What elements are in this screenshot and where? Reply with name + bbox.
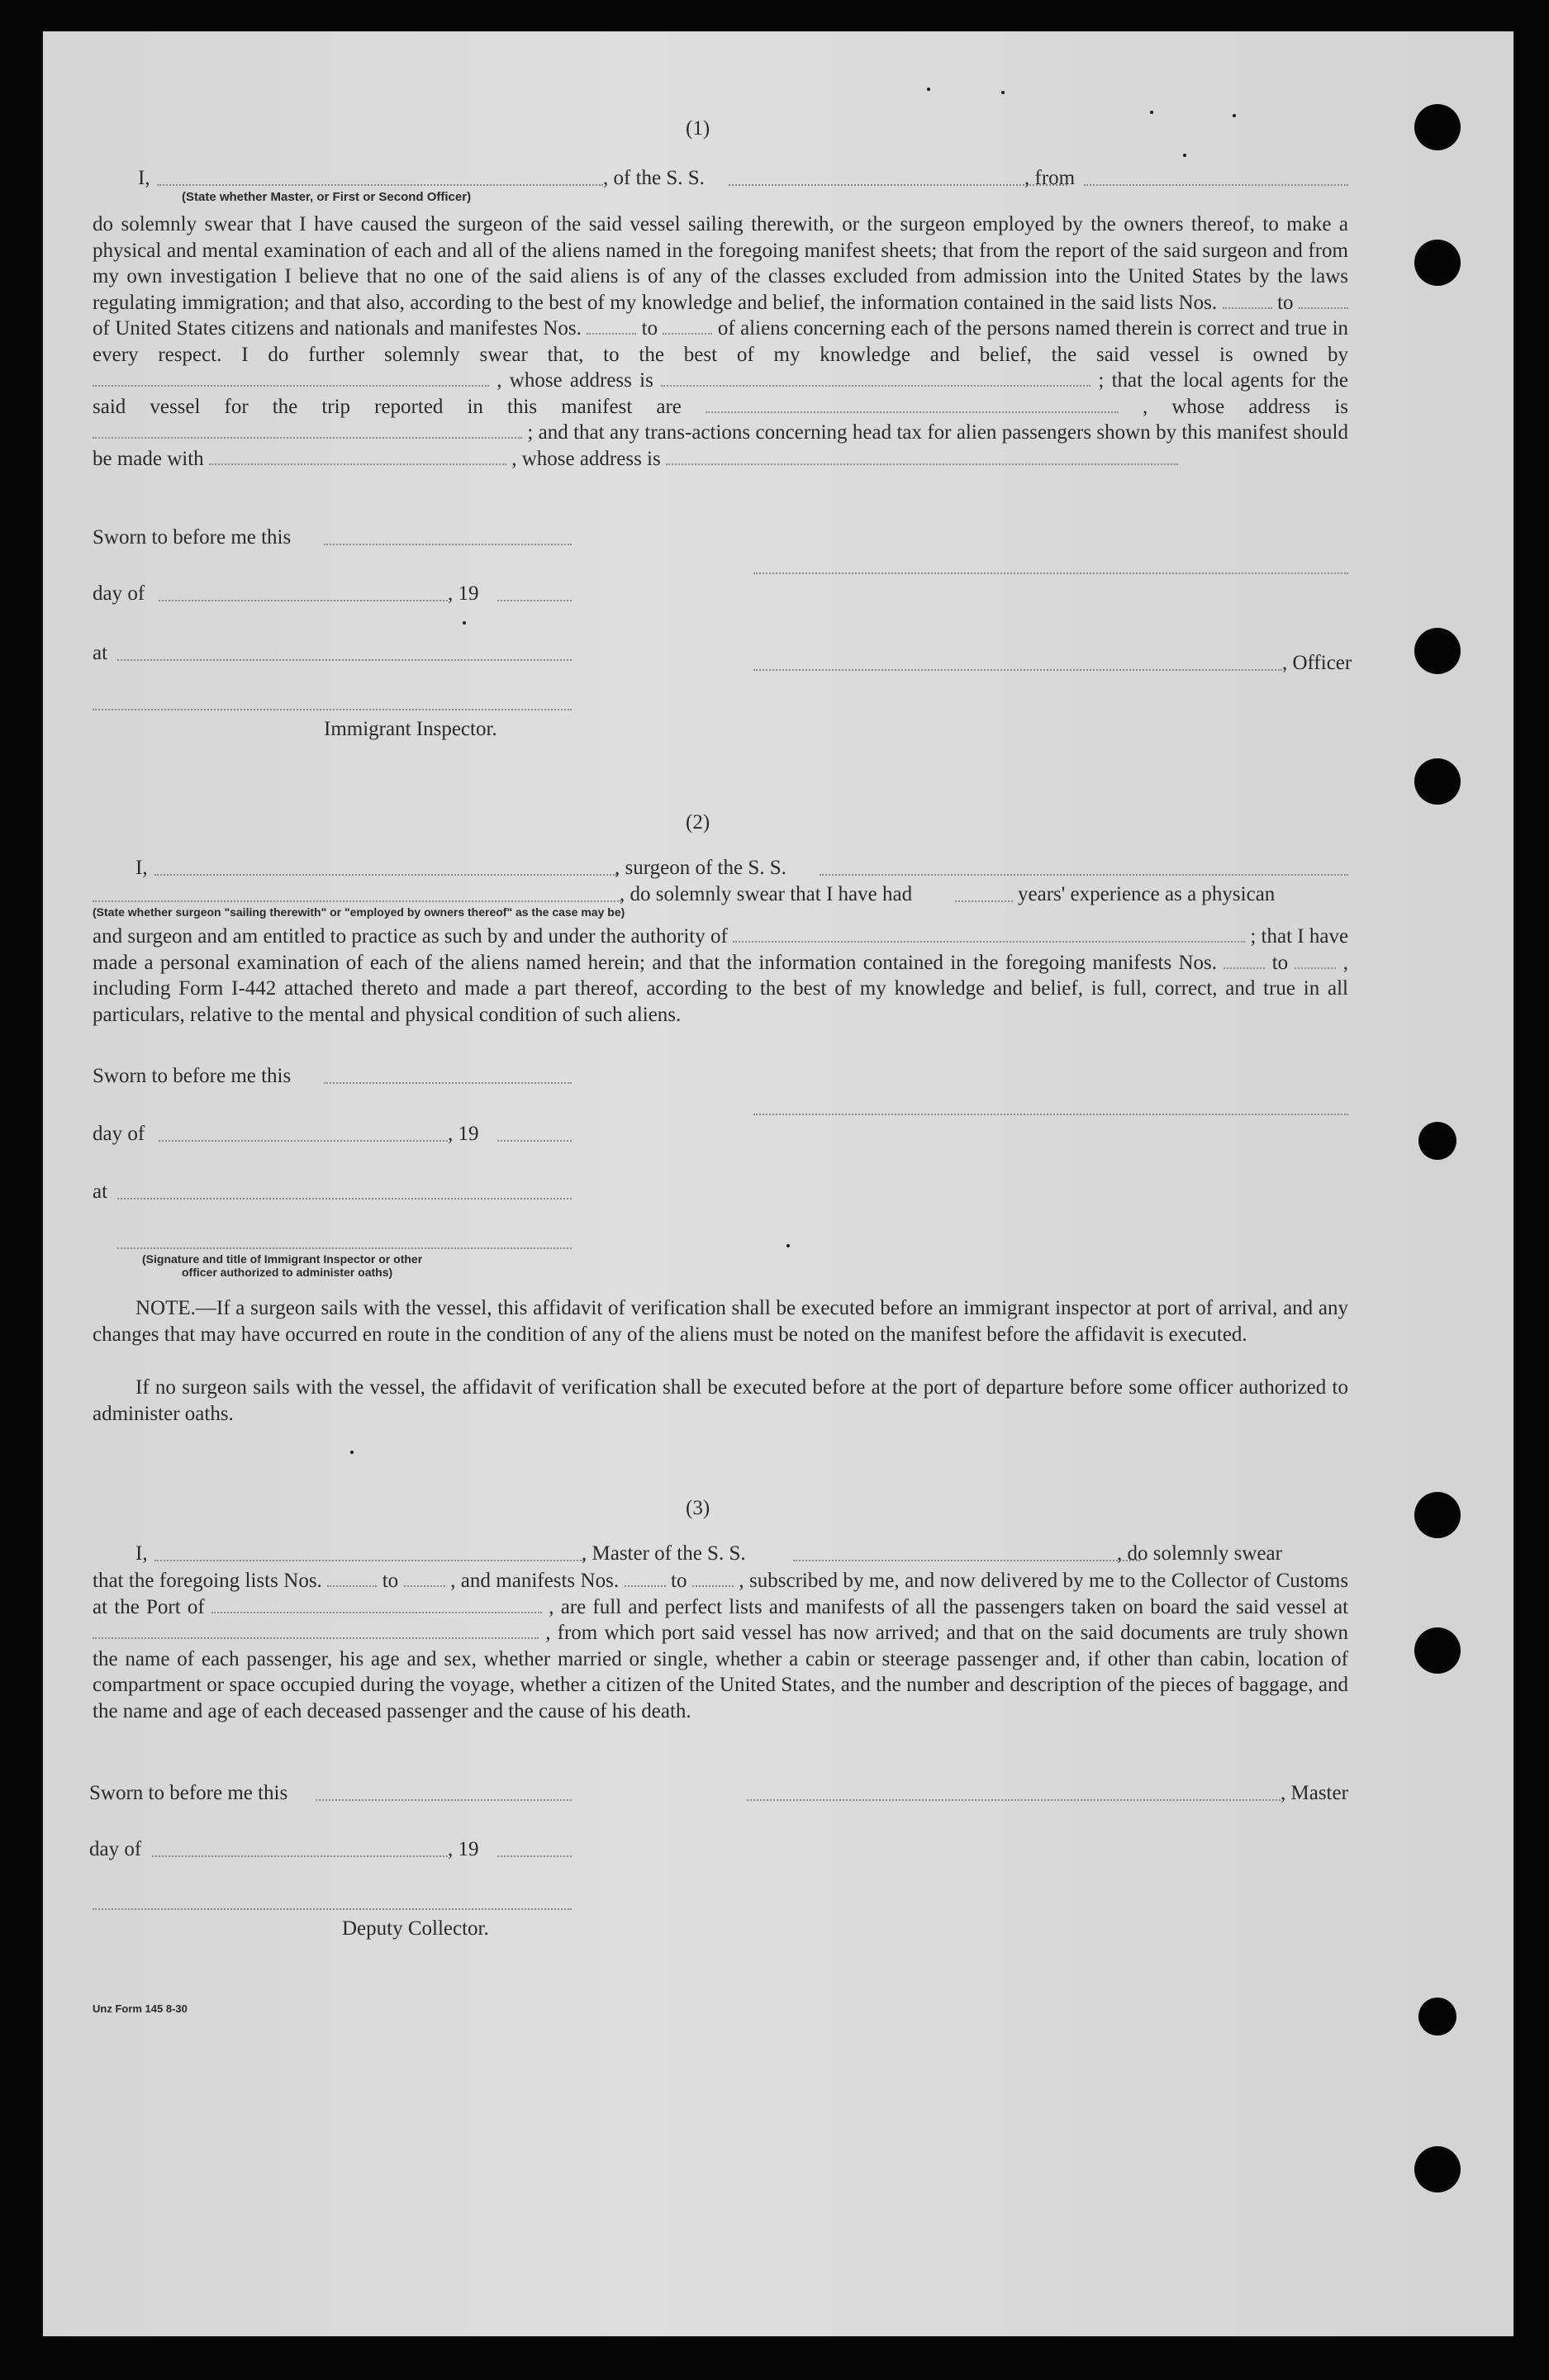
s3-day-blank bbox=[152, 1855, 448, 1857]
s1-day-label: day of bbox=[93, 582, 145, 605]
s3-day-label: day of bbox=[89, 1838, 142, 1860]
scan-speck bbox=[1001, 91, 1005, 94]
s1-of-ss-label: , of the S. S. bbox=[603, 167, 705, 189]
s2-authority-blank bbox=[733, 926, 1245, 943]
s2-inspector-blank bbox=[117, 1247, 572, 1249]
s3-body-to2: to bbox=[671, 1570, 687, 1592]
s1-inspector-label: Immigrant Inspector. bbox=[324, 718, 497, 740]
punch-hole bbox=[1414, 2146, 1461, 2192]
scan-speck bbox=[463, 621, 466, 625]
s1-i-label: I, bbox=[138, 167, 150, 189]
s2-years-blank bbox=[955, 900, 1013, 902]
s2-body-2: ; that I have made a personal examination of each of the aliens named herein; and that the information contained in the foregoing manifests Nos. bbox=[93, 925, 1349, 974]
punch-hole bbox=[1414, 758, 1461, 805]
s2-sig-note-2: officer authorized to administer oaths) bbox=[182, 1266, 393, 1279]
s1-body-1: do solemnly swear that I have caused the surgeon of the said vessel sailing therewith, or the surgeon employed by the owners thereof, to make a physical and mental examination of each and all of the aliens named in the foregoing manifest sheets; that from the report of the said surgeon and from my own investigation I believe that no one of the said aliens is of any of the classes excluded from admission into the United States by the laws regulating immigration; and that also, according to the best of my knowledge and belief, the information contained in the said lists Nos. bbox=[93, 213, 1348, 314]
s2-vessel-blank bbox=[820, 874, 1348, 876]
s3-list-from-blank bbox=[327, 1570, 377, 1587]
s1-body-2: of United States citizens and nationals and manifestes Nos. bbox=[93, 317, 582, 340]
note-paragraph-1 bbox=[93, 1295, 1348, 1347]
scan-speck bbox=[1183, 154, 1186, 157]
s1-body-8: , whose address is bbox=[511, 447, 661, 470]
s1-from-label: , from bbox=[1024, 167, 1076, 189]
s1-body-to: to bbox=[1277, 291, 1294, 314]
s2-manifest-from-blank bbox=[1224, 952, 1265, 969]
s3-deputy-label: Deputy Collector. bbox=[342, 1917, 489, 1940]
punch-hole bbox=[1418, 1998, 1456, 2036]
s3-master-sig-label: , Master bbox=[1281, 1782, 1348, 1804]
scan-speck bbox=[786, 1244, 790, 1247]
s1-body-3: of aliens concerning each of the persons named therein is correct and true in every respect. I do further solemnly swear that, to the best of my knowledge and belief, the said vessel is owned by bbox=[93, 317, 1349, 366]
s3-swear-label: , do solemnly swear bbox=[1117, 1542, 1282, 1565]
punch-hole bbox=[1414, 104, 1461, 150]
form-number: Unz Form 145 8-30 bbox=[93, 2002, 188, 2015]
s3-master-sig-blank bbox=[747, 1799, 1281, 1801]
s2-at-label: at bbox=[93, 1180, 108, 1203]
s2-year-blank bbox=[497, 1140, 572, 1142]
s3-i-label: I, bbox=[135, 1542, 148, 1565]
s1-at-label: at bbox=[93, 642, 108, 664]
s2-day-blank bbox=[159, 1140, 448, 1142]
s3-body-to: to bbox=[382, 1570, 399, 1592]
s3-boarded-blank bbox=[93, 1622, 539, 1639]
section-2-number: (2) bbox=[686, 811, 710, 834]
s1-list-to-blank bbox=[1299, 292, 1348, 309]
s2-name-blank bbox=[154, 874, 617, 876]
s1-owner-address-blank bbox=[661, 370, 1090, 387]
s3-master-label: , Master of the S. S. bbox=[582, 1542, 746, 1565]
s2-surgeon-note: (State whether surgeon "sailing therewith" or "employed by owners thereof" as the case may be) bbox=[93, 905, 625, 919]
scan-speck bbox=[350, 1451, 354, 1454]
s2-at-blank bbox=[117, 1198, 572, 1200]
s3-manifest-from-blank bbox=[625, 1570, 666, 1587]
s1-manifest-from-blank bbox=[587, 318, 636, 335]
s2-sworn-blank bbox=[324, 1082, 572, 1084]
s2-manifest-to-blank bbox=[1295, 952, 1336, 969]
s2-type-blank bbox=[93, 900, 621, 902]
s1-day-blank bbox=[159, 600, 448, 601]
punch-hole bbox=[1414, 628, 1461, 674]
section-3-number: (3) bbox=[686, 1497, 710, 1519]
s1-body-6: , whose address is bbox=[1143, 395, 1349, 418]
s1-officer-sig-blank bbox=[753, 669, 1282, 671]
s1-year-blank bbox=[497, 600, 572, 601]
form-page bbox=[43, 31, 1513, 2336]
s1-sworn-label: Sworn to before me this bbox=[93, 526, 292, 549]
s2-body bbox=[93, 924, 1348, 1028]
s3-sworn-label: Sworn to before me this bbox=[89, 1782, 288, 1804]
s2-body-to: to bbox=[1271, 951, 1289, 974]
s2-swear-label: , do solemnly swear that I have had bbox=[620, 883, 913, 905]
s1-agents-blank bbox=[706, 397, 1119, 413]
s1-year-label: , 19 bbox=[448, 582, 479, 605]
s2-surgeon-label: , surgeon of the S. S. bbox=[615, 857, 786, 879]
s2-year-label: , 19 bbox=[448, 1123, 479, 1145]
note-text-2: If no surgeon sails with the vessel, the affidavit of verification shall be executed before at the port of departure before some officer authorized to administer oaths. bbox=[93, 1376, 1348, 1425]
s1-at-blank bbox=[117, 659, 572, 661]
note-paragraph-2 bbox=[93, 1375, 1348, 1427]
s3-body bbox=[93, 1568, 1348, 1724]
s1-sworn-blank bbox=[324, 544, 572, 545]
s1-body-4: , whose address is bbox=[497, 369, 653, 392]
s3-body-4: , are full and perfect lists and manifests of all the passengers taken on board the said vessel at bbox=[549, 1595, 1349, 1618]
s2-years-label: years' experience as a physican bbox=[1018, 883, 1276, 905]
scan-speck bbox=[1233, 114, 1236, 117]
s1-inspector-blank bbox=[93, 709, 572, 710]
s3-sworn-blank bbox=[316, 1799, 572, 1801]
s3-manifest-to-blank bbox=[692, 1570, 734, 1587]
s2-body-1: and surgeon and am entitled to practice as such by and under the authority of bbox=[93, 925, 728, 948]
s3-year-blank bbox=[497, 1855, 572, 1857]
s1-owner-blank bbox=[93, 370, 489, 387]
s2-body-3: , including Form I-442 attached thereto and made a part thereof, according to the best of my knowledge and belief, is full, correct, and true in all particulars, relative to the mental and physical condition of such aliens. bbox=[93, 951, 1349, 1026]
s2-signature-blank bbox=[753, 1114, 1348, 1115]
note-text-1: NOTE.—If a surgeon sails with the vessel, this affidavit of verification shall be executed before an immigrant inspector at port of arrival, and any changes that may have occurred en route in the condition of any of the aliens must be noted on the manifest before the affidavit is executed. bbox=[93, 1297, 1348, 1346]
s1-manifest-to-blank bbox=[663, 318, 712, 335]
s3-body-3: , subscribed by me, and now delivered by me to the Collector of Customs at the Port of bbox=[93, 1570, 1349, 1618]
s3-port-blank bbox=[211, 1597, 542, 1613]
s2-sig-note-1: (Signature and title of Immigrant Inspector or other bbox=[142, 1252, 423, 1266]
section-1-number: (1) bbox=[686, 117, 710, 140]
s1-signature-blank bbox=[753, 572, 1348, 574]
s3-year-label: , 19 bbox=[448, 1838, 479, 1860]
punch-hole bbox=[1414, 1492, 1461, 1538]
s2-i-label: I, bbox=[135, 857, 148, 879]
s1-headtax-blank bbox=[209, 449, 506, 465]
s3-vessel-blank bbox=[793, 1560, 1140, 1561]
s2-sworn-label: Sworn to before me this bbox=[93, 1065, 292, 1087]
s1-agents-address-blank bbox=[93, 422, 522, 439]
s3-name-blank bbox=[154, 1560, 584, 1561]
s2-day-label: day of bbox=[93, 1123, 145, 1145]
s1-vessel-blank bbox=[729, 184, 1067, 186]
s1-body bbox=[93, 211, 1348, 472]
s1-headtax-address-blank bbox=[666, 449, 1178, 465]
punch-hole bbox=[1414, 1627, 1461, 1674]
s1-list-from-blank bbox=[1223, 292, 1272, 309]
s1-from-blank bbox=[1084, 184, 1348, 186]
s1-officer-label: , Officer bbox=[1282, 652, 1352, 674]
s3-body-5: , from which port said vessel has now arrived; and that on the said documents are truly shown the name of each passenger, his age and sex, whether married or single, whether a cabin or steerage passenger and, if other than cabin, location of compartment or space occupied during the voyage, whether a citizen of the United States, and the number and description of the pieces of baggage, and the name and age of each deceased passenger and the cause of his death. bbox=[93, 1622, 1349, 1722]
s3-body-1: that the foregoing lists Nos. bbox=[93, 1570, 322, 1592]
scan-speck bbox=[1150, 111, 1153, 114]
s1-body-5: ; that the local agents for the said vessel for the trip reported in this manifest are bbox=[93, 369, 1349, 418]
s1-officer-note: (State whether Master, or First or Second Officer) bbox=[182, 190, 472, 204]
s1-body-7: ; and that any trans-actions concerning head tax for alien passengers shown by this manifest should be made with bbox=[93, 421, 1348, 470]
punch-hole bbox=[1418, 1122, 1456, 1160]
s3-list-to-blank bbox=[404, 1570, 445, 1587]
scan-speck bbox=[927, 88, 930, 91]
s1-body-3-to: to bbox=[641, 317, 658, 340]
s1-officer-blank bbox=[157, 184, 603, 186]
punch-hole bbox=[1414, 240, 1461, 286]
s3-body-2: , and manifests Nos. bbox=[450, 1570, 620, 1592]
s3-deputy-blank bbox=[93, 1908, 572, 1910]
